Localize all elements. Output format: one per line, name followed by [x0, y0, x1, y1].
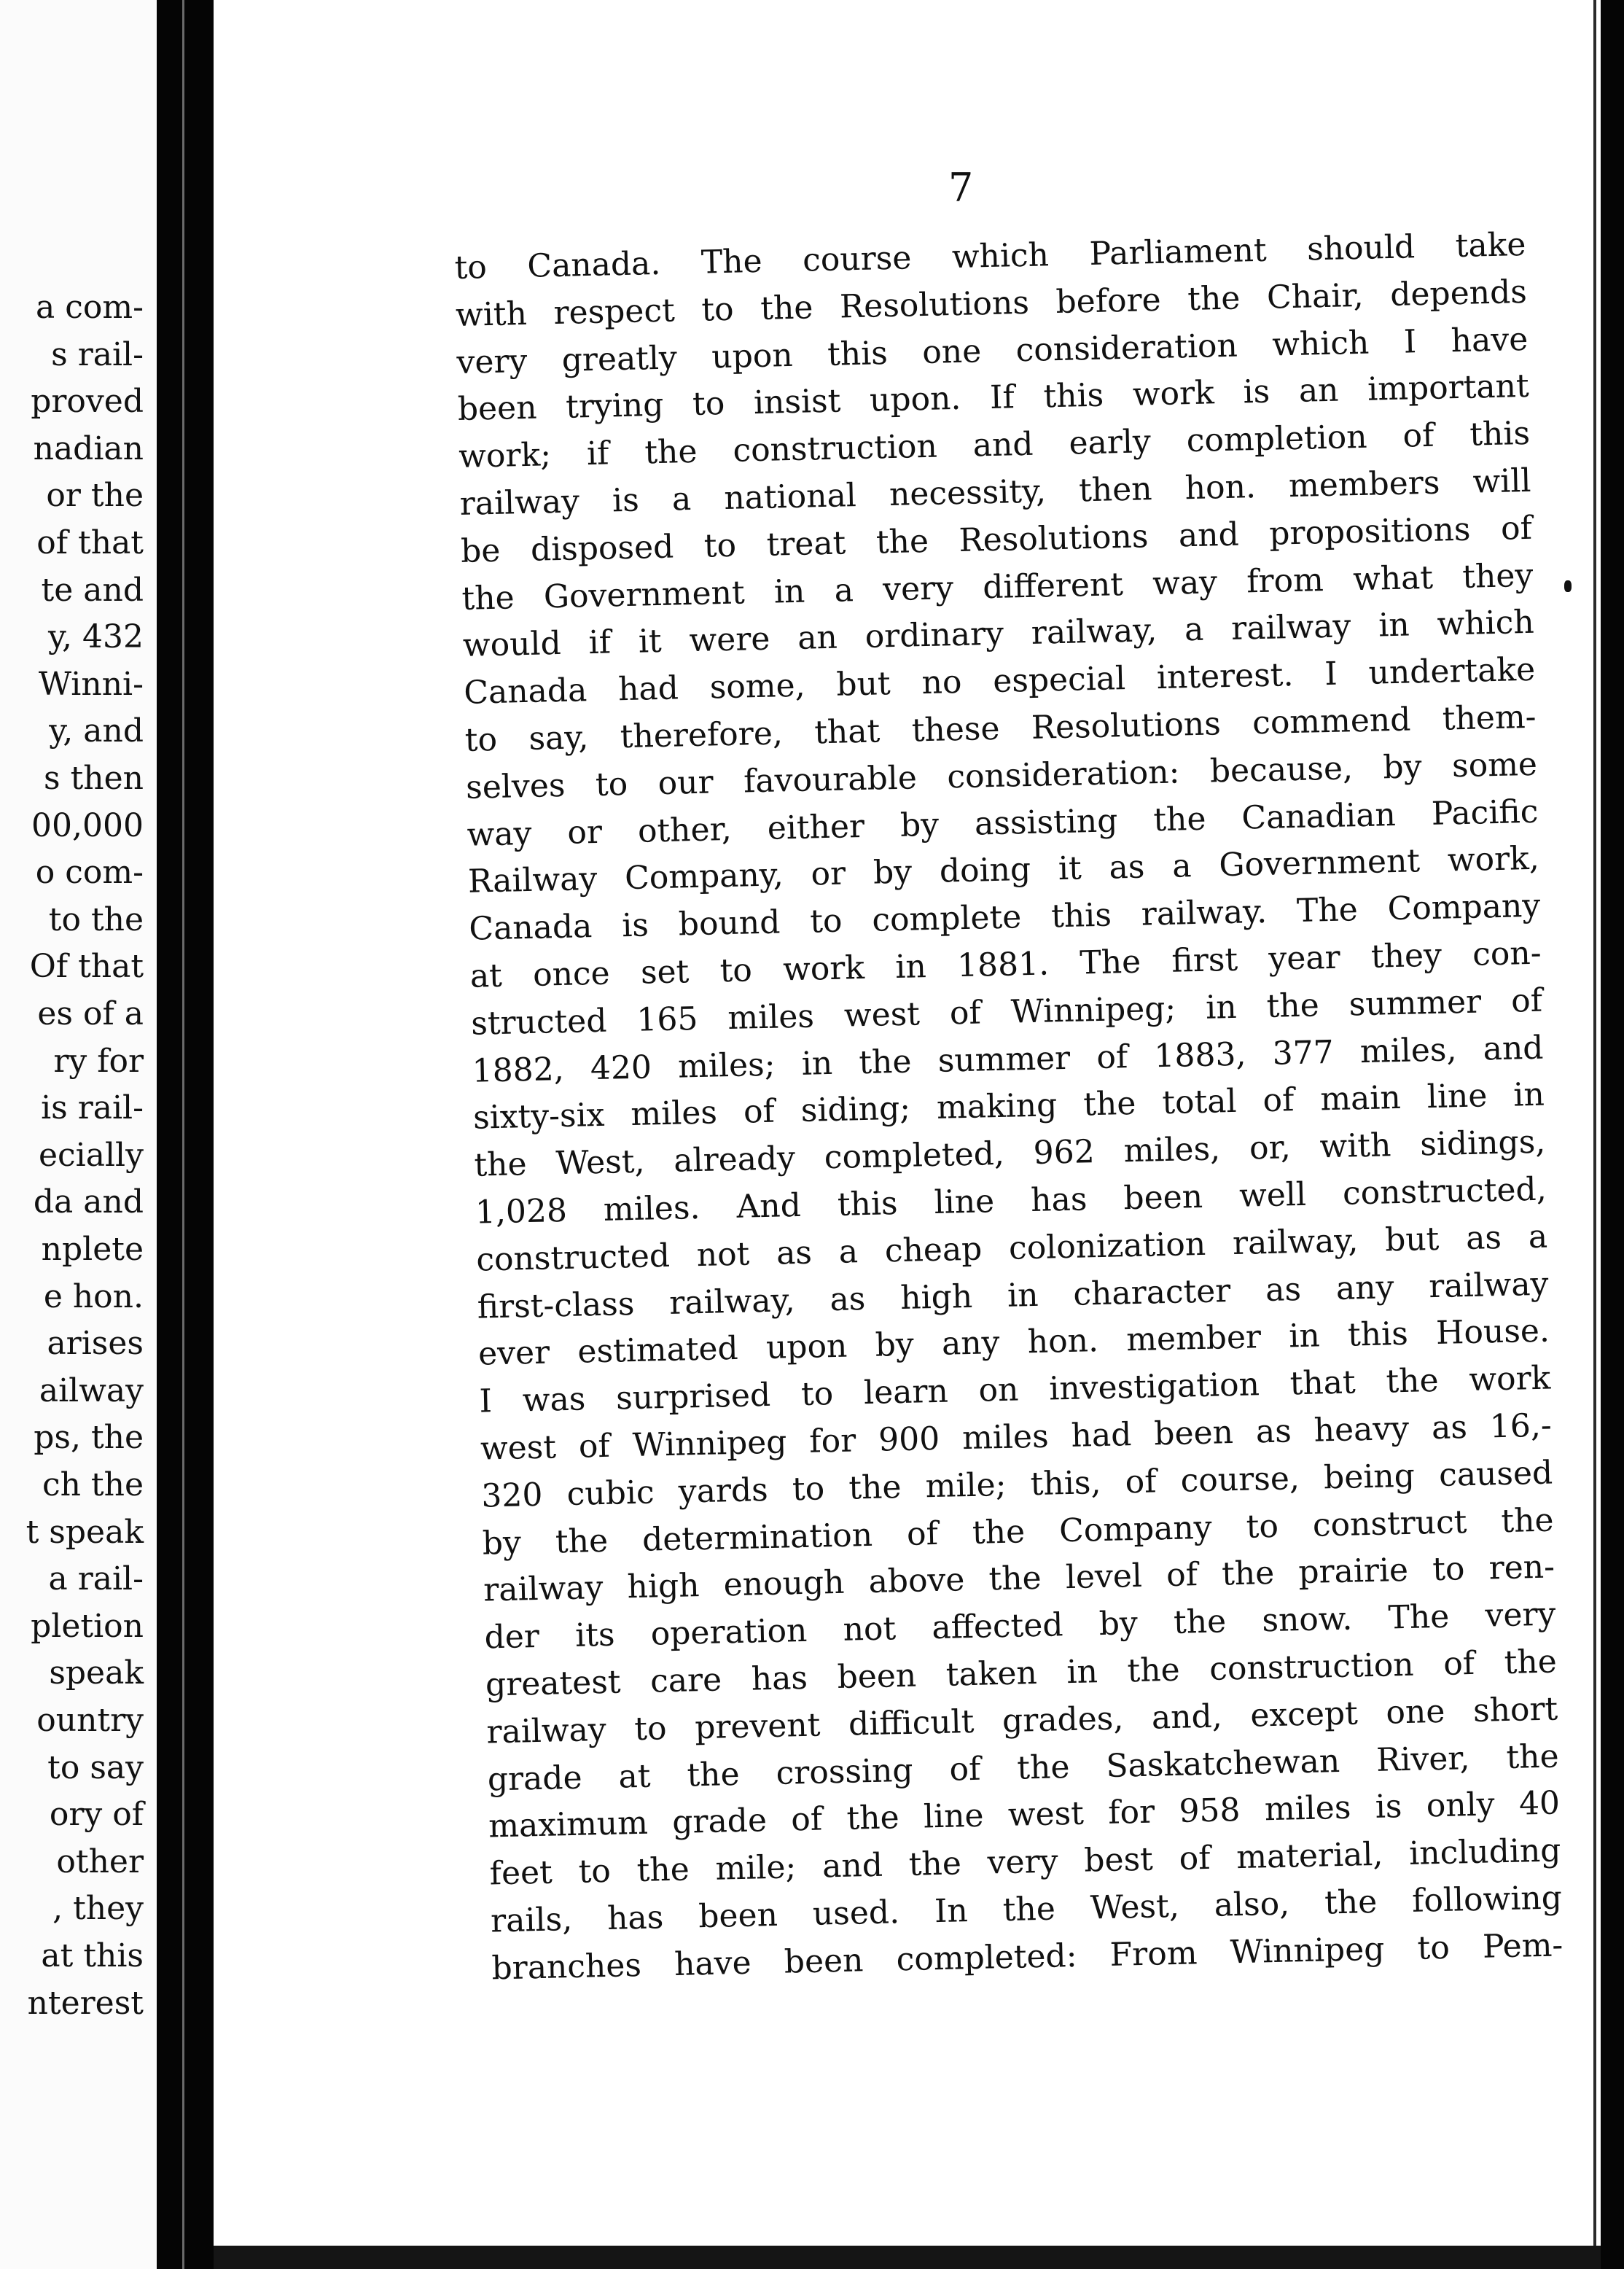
body-line: der its operation not affected by the snow. The very [484, 1595, 1556, 1657]
body-line: selves to our favourable consideration: because, by some [465, 745, 1538, 806]
left-page-line: proved [31, 383, 144, 421]
body-line: at once set to work in 1881. The first year they con- [469, 934, 1542, 995]
left-page-line: nterest [27, 1984, 144, 2022]
left-page-line: other [56, 1842, 144, 1880]
left-page-line: ecially [39, 1136, 144, 1174]
body-line: feet to the mile; and the very best of material, including [489, 1832, 1561, 1893]
body-line: structed 165 miles west of Winnipeg; in the summer of [470, 981, 1543, 1043]
left-page-line: nplete [41, 1231, 144, 1268]
body-line: 1882, 420 miles; in the summer of 1883, 377 miles, and [472, 1029, 1544, 1090]
left-page-line: to say [47, 1748, 144, 1786]
body-line: be disposed to treat the Resolutions and propositions of [460, 509, 1533, 570]
body-line: rails, has been used. In the West, also, the following [490, 1879, 1563, 1940]
body-line: very greatly upon this one consideration which I have [456, 320, 1529, 381]
page-number: 7 [948, 165, 974, 211]
left-page-line: ps, the [34, 1419, 144, 1457]
body-text [454, 222, 1564, 1993]
left-page-line: speak [49, 1654, 144, 1692]
left-page-line: ailway [39, 1371, 144, 1409]
left-page-line: t speak [26, 1513, 144, 1551]
body-line: railway is a national necessity, then hon. members will [459, 462, 1531, 523]
left-page-line: ountry [36, 1702, 144, 1739]
gutter-edge [182, 0, 184, 2269]
body-line: way or other, either by assisting the Canadian Pacific [466, 793, 1539, 854]
left-page-line: ch the [42, 1466, 144, 1503]
left-page-line: es of a [37, 995, 144, 1032]
left-page-line: at this [41, 1937, 144, 1974]
body-line: to Canada. The course which Parliament should take [454, 225, 1526, 287]
body-line: to say, therefore, that these Resolutions commend them- [464, 698, 1537, 759]
body-line: work; if the construction and early completion of this [458, 415, 1531, 476]
body-line: first-class railway, as high in character as any railway [477, 1265, 1549, 1326]
left-page-line: e hon. [43, 1277, 144, 1315]
body-line: 1,028 miles. And this line has been well constructed, [475, 1170, 1547, 1231]
body-line: 320 cubic yards to the mile; this, of course, being caused [480, 1454, 1553, 1515]
left-page-line: ry for [53, 1042, 144, 1080]
left-page-line: o com- [35, 854, 144, 892]
body-line: I was surprised to learn on investigation that the work [479, 1359, 1551, 1420]
body-line: by the determination of the Company to construct the [482, 1501, 1555, 1562]
body-line: railway high enough above the level of the prairie to ren- [483, 1548, 1555, 1609]
left-page-line: a com- [36, 289, 144, 326]
body-line: Canada is bound to complete this railway. The Company [468, 887, 1541, 948]
body-line: maximum grade of the line west for 958 miles is only 40 [488, 1784, 1561, 1845]
left-page-line: te and [41, 571, 144, 609]
left-page-line: is rail- [41, 1089, 144, 1127]
left-page-line: pletion [31, 1607, 144, 1645]
left-page-line: to the [48, 900, 144, 938]
body-line: constructed not as a cheap colonization railway, but as a [475, 1218, 1548, 1279]
left-page-line: of that [36, 524, 144, 561]
body-line: west of Winnipeg for 900 miles had been as heavy as 16,- [480, 1406, 1553, 1468]
right-scan-border [1601, 0, 1624, 2269]
book-gutter [157, 0, 214, 2269]
body-line: Railway Company, or by doing it as a Government work, [467, 840, 1540, 901]
body-line: ever estimated upon by any hon. member in this House. [477, 1312, 1550, 1373]
body-line: would if it were an ordinary railway, a railway in which [462, 604, 1535, 665]
left-page-line: s then [44, 760, 144, 797]
left-page-line: da and [33, 1183, 144, 1221]
body-line: grade at the crossing of the Saskatchewan River, the [487, 1737, 1560, 1798]
left-page-line: , they [52, 1890, 144, 1928]
body-line: railway to prevent difficult grades, and, except one short [485, 1690, 1558, 1751]
left-page-line: Of that [29, 948, 144, 986]
body-line: Canada had some, but no especial interest. I undertake [463, 650, 1536, 712]
body-line: branches have been completed: From Winnipeg to Pem- [491, 1926, 1564, 1988]
right-page-edge [1593, 0, 1596, 2269]
left-page-line: a rail- [48, 1560, 144, 1598]
body-line: greatest care has been taken in the construction of the [485, 1643, 1558, 1704]
left-page-line: 00,000 [31, 806, 144, 844]
bottom-scan-border [214, 2246, 1601, 2269]
left-page-line: nadian [33, 429, 144, 467]
left-page-line: arises [47, 1325, 144, 1363]
left-page-fragment [0, 0, 157, 2269]
left-page-line: y, 432 [48, 618, 144, 656]
left-page-line: s rail- [51, 335, 144, 373]
scan-speck [1564, 580, 1572, 592]
left-page-line: y, and [49, 712, 144, 750]
body-line: sixty-six miles of siding; making the total of main line in [472, 1075, 1545, 1137]
body-line: been trying to insist upon. If this work is an important [457, 367, 1530, 429]
body-line: with respect to the Resolutions before the Chair, depends [455, 273, 1528, 334]
left-page-line: ory of [49, 1796, 144, 1834]
left-page-line: or the [46, 477, 144, 515]
left-page-line: Winni- [38, 665, 144, 703]
right-page [214, 0, 1593, 2246]
body-line: the Government in a very different way from what they [461, 556, 1534, 618]
body-line: the West, already completed, 962 miles, or, with sidings, [473, 1123, 1546, 1184]
